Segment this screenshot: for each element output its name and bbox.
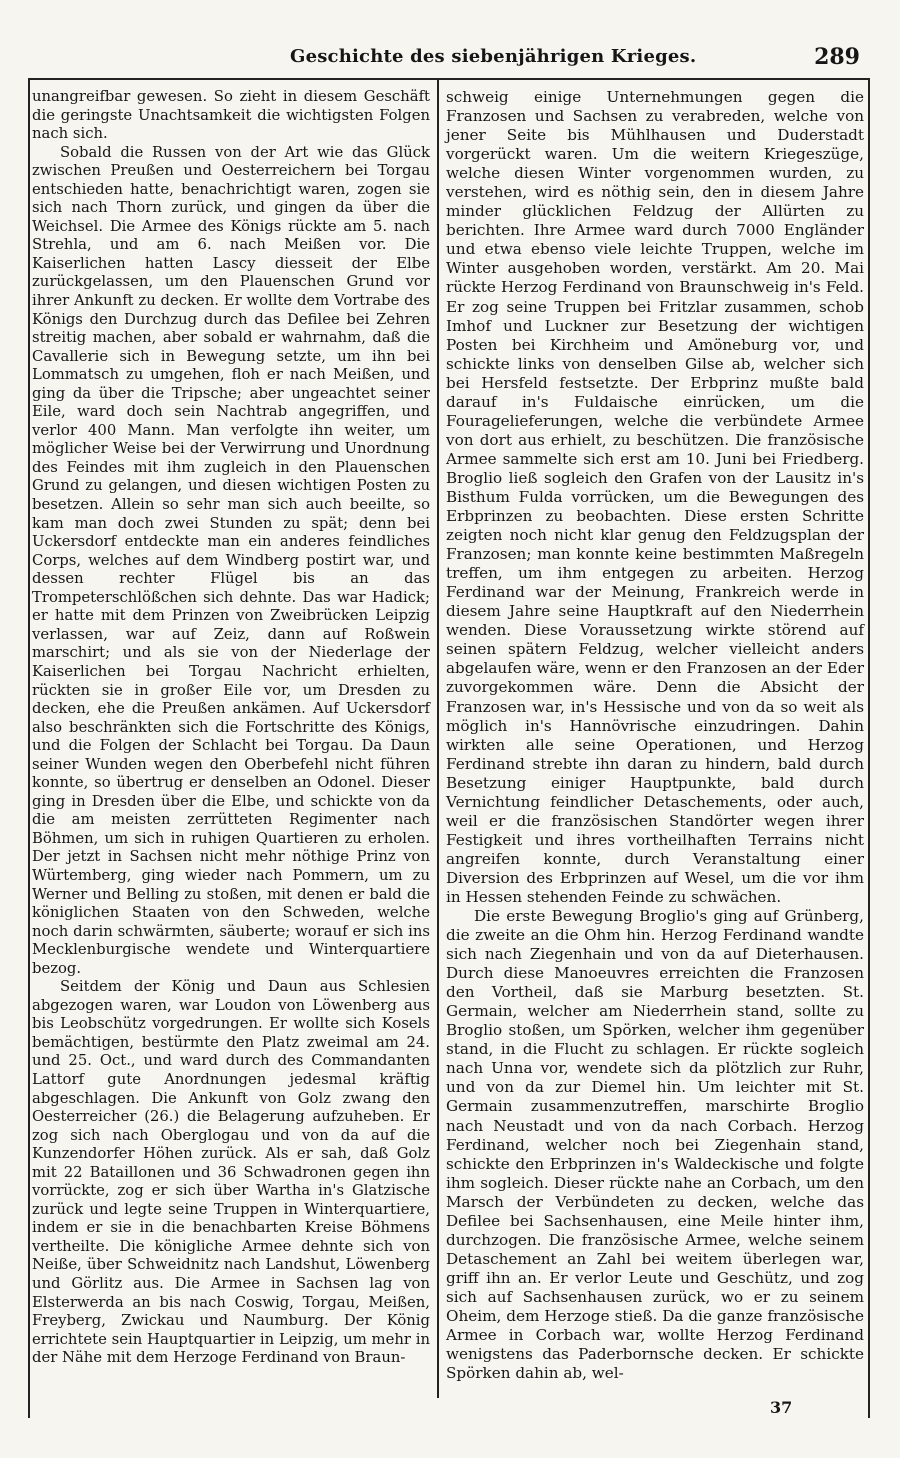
right-border-rule <box>868 78 870 1418</box>
paragraph: schweig einige Unternehmungen gegen die Franzosen und Sachsen zu verabreden, welche von jener Seite bis Mühlhausen und Duderstadt vorgerückt waren. Um die weitern Kriegeszüge, welche diesen Winter vorgenommen wurden, zu verstehen, wird es nöthig sein, den in diesem Jahre minder glücklichen Feldzug der Allürten zu berichten. Ihre Armee ward durch 7000 Engländer und etwa ebenso viele leichte Truppen, welche im Winter ausgehoben worden, verstärkt. Am 20. Mai rückte Herzog Ferdinand von Braunschweig in's Feld. Er zog seine Truppen bei Fritzlar zusammen, schob Imhof und Luckner zur Besetzung der wichtigen Posten bei Kirchheim und Amöneburg vor, und schickte links von denselben Gilse ab, welcher sich bei Hersfeld festsetzte. Der Erbprinz mußte bald darauf in's Fuldaische einrücken, um die Fouragelieferungen, welche die verbündete Armee von dort aus erhielt, zu beschützen. Die französische Armee sammelte sich erst am 10. Juni bei Friedberg. Broglio ließ sogleich den Grafen von der Lausitz in's Bisthum Fulda vorrücken, um die Bewegungen des Erbprinzen zu beobachten. Diese ersten Schritte zeigten noch nicht klar genug den Feldzugsplan der Franzosen; man konnte keine bestimmten Maßregeln treffen, um ihm entgegen zu arbeiten. Herzog Ferdinand war der Meinung, Frankreich werde in diesem Jahre seine Hauptkraft auf den Niederrhein wenden. Diese Voraussetzung wirkte störend auf seinen spätern Feldzug, welcher vielleicht anders abgelaufen wäre, wenn er den Franzosen an der Eder zuvorgekommen wäre. Denn die Absicht der Franzosen war, in's Hessische und von da so weit als möglich in's Hannövrische einzudringen. Dahin wirkten alle seine Operationen, und Herzog Ferdinand strebte ihn daran zu hindern, bald durch Besetzung einiger Hauptpunkte, bald durch Vernichtung feindlicher Detaschements, oder auch, weil er die französischen Standörter wegen ihrer Festigkeit und ihres vortheilhaften Terrains nicht angreifen konnte, durch Veranstaltung einer Diversion des Erbprinzen auf Wesel, um die vor ihm in Hessen stehenden Feinde zu schwächen. <box>446 88 864 906</box>
signature-mark: 37 <box>770 1398 793 1417</box>
paragraph: Sobald die Russen von der Art wie das Glück zwischen Preußen und Oesterreichern bei Torgau entschieden hatte, benachrichtigt waren, zogen sie sich nach Thorn zurück, und gingen da über die Weichsel. Die Armee des Königs rückte am 5. nach Strehla, und am 6. nach Meißen vor. Die Kaiserlichen hatten Lascy diesseit der Elbe zurückgelassen, um den Plauenschen Grund vor ihrer Ankunft zu decken. Er wollte dem Vortrabe des Königs den Durchzug durch das Defilee bei Zehren streitig machen, aber sobald er wahrnahm, daß die Cavallerie sich in Bewegung setzte, um ihn bei Lommatsch zu umgehen, floh er nach Meißen, und ging da über die Tripsche; aber ungeachtet seiner Eile, ward doch sein Nachtrab angegriffen, und verlor 400 Mann. Man verfolgte ihn weiter, um möglicher Weise bei der Verwirrung und Unordnung des Feindes mit ihm zugleich in den Plauenschen Grund zu gelangen, und diesen wichtigen Posten zu besetzen. Allein so sehr man sich auch beeilte, so kam man doch zwei Stunden zu spät; denn bei Uckersdorf entdeckte man ein anderes feindliches Corps, welches auf dem Windberg postirt war, und dessen rechter Flügel bis an das Trompeterschlößchen sich dehnte. Das war Hadick; er hatte mit dem Prinzen von Zweibrücken Leipzig verlassen, war auf Zeiz, dann auf Roßwein marschirt; und als sie von der Niederlage der Kaiserlichen bei Torgau Nachricht erhielten, rückten sie in großer Eile vor, um Dresden zu decken, ehe die Preußen ankämen. Auf Uckersdorf also beschränkten sich die Fortschritte des Königs, und die Folgen der Schlacht bei Torgau. Da Daun seiner Wunden wegen den Oberbefehl nicht führen konnte, so übertrug er denselben an Odonel. Dieser ging in Dresden über die Elbe, und schickte von da die am meisten zerrütteten Regimenter nach Böhmen, um sich in ruhigen Quartieren zu erholen. Der jetzt in Sachsen nicht mehr nöthige Prinz von Würtemberg, ging wieder nach Pommern, um zu Werner und Belling zu stoßen, mit denen er bald die königlichen Staaten von den Schweden, welche noch darin schwärmten, säuberte; worauf er sich ins Mecklenburgische wendete und Winterquartiere bezog. <box>32 143 430 977</box>
paragraph: unangreifbar gewesen. So zieht in diesem Geschäft die geringste Unachtsamkeit die wichtigsten Folgen nach sich. <box>32 88 430 143</box>
left-border-rule <box>28 78 30 1418</box>
column-divider-rule <box>437 80 439 1398</box>
right-text-column <box>446 88 864 1388</box>
running-title: Geschichte des siebenjährigen Krieges. <box>290 46 697 67</box>
header-rule <box>28 78 870 80</box>
paragraph: Die erste Bewegung Broglio's ging auf Grünberg, die zweite an die Ohm hin. Herzog Ferdinand wandte sich nach Ziegenhain und von da auf Dieterhausen. Durch diese Manoeuvres erreichten die Franzosen den Vortheil, daß sie Marburg besetzten. St. Germain, welcher am Niederrhein stand, sollte zu Broglio stoßen, um Spörken, welcher ihm gegenüber stand, in die Flucht zu schlagen. Er rückte sogleich nach Unna vor, wendete sich da plötzlich zur Ruhr, und von da zur Diemel hin. Um leichter mit St. Germain zusammenzutreffen, marschirte Broglio nach Neustadt und von da nach Corbach. Herzog Ferdinand, welcher noch bei Ziegenhain stand, schickte den Erbprinzen in's Waldeckische und folgte ihm sogleich. Dieser rückte nahe an Corbach, um den Marsch der Verbündeten zu decken, welche das Defilee bei Sachsenhausen, eine Meile hinter ihm, durchzogen. Die französische Armee, welche seinem Detaschement an Zahl bei weitem überlegen war, griff ihn an. Er verlor Leute und Geschütz, und zog sich auf Sachsenhausen zurück, wo er zu seinem Oheim, dem Herzoge stieß. Da die ganze französische Armee in Corbach war, wollte Herzog Ferdinand wenigstens das Paderbornsche decken. Er schickte Spörken dahin ab, wel- <box>446 907 864 1383</box>
page-number: 289 <box>814 44 860 70</box>
paragraph: Seitdem der König und Daun aus Schlesien abgezogen waren, war Loudon von Löwenberg aus bis Leobschütz vorgedrungen. Er wollte sich Kosels bemächtigen, bestürmte den Platz zweimal am 24. und 25. Oct., und ward durch des Commandanten Lattorf gute Anordnungen jedesmal kräftig abgeschlagen. Die Ankunft von Golz zwang den Oesterreicher (26.) die Belagerung aufzuheben. Er zog sich nach Oberglogau und von da auf die Kunzendorfer Höhen zurück. Als er sah, daß Golz mit 22 Bataillonen und 36 Schwadronen gegen ihn vorrückte, zog er sich über Wartha in's Glatzische zurück und legte seine Truppen in Winterquartiere, indem er sie in die benachbarten Kreise Böhmens vertheilte. Die königliche Armee dehnte sich von Neiße, über Schweidnitz nach Landshut, Löwenberg und Görlitz aus. Die Armee in Sachsen lag von Elsterwerda an bis nach Coswig, Torgau, Meißen, Freyberg, Zwickau und Naumburg. Der König errichtete sein Hauptquartier in Leipzig, um mehr in der Nähe mit dem Herzoge Ferdinand von Braun- <box>32 978 430 1367</box>
left-text-column <box>32 88 430 1388</box>
